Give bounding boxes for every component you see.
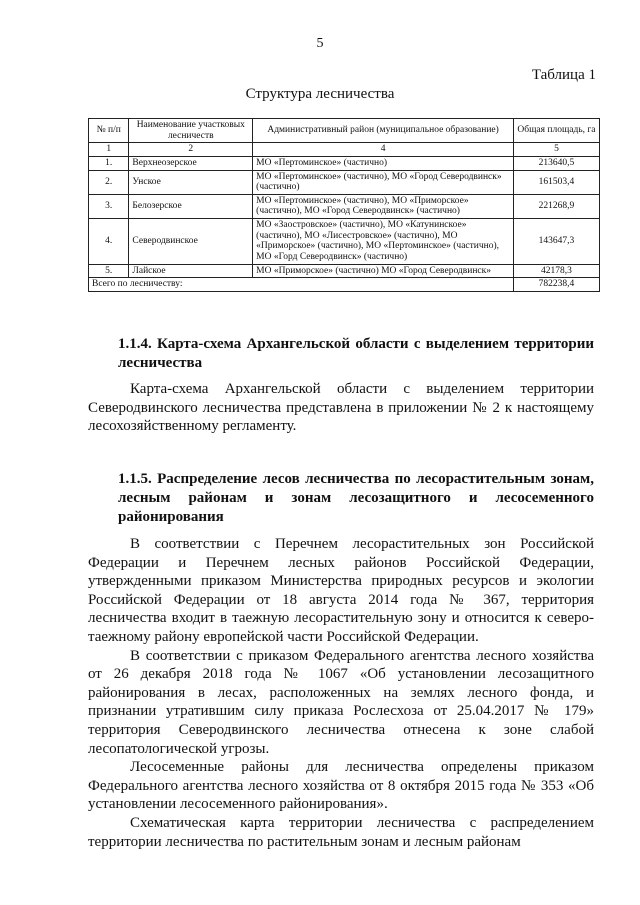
- row-name: Северодвинское: [129, 219, 253, 265]
- row-district: МО «Пертоминское» (частично): [253, 156, 514, 170]
- header-area: Общая площадь, га: [513, 119, 599, 143]
- row-district: МО «Пертоминское» (частично), МО «Город Северодвинск» (частично): [253, 170, 514, 194]
- row-num: 2.: [89, 170, 129, 194]
- header-num: № п/п: [89, 119, 129, 143]
- table-row: [89, 170, 600, 194]
- section-heading-1-1-5: 1.1.5. Распределение лесов лесничества по лесорастительным зонам, лесным районам и зонам лесозащитного и лесосеменного районирования: [118, 471, 594, 525]
- column-number: 5: [513, 143, 599, 157]
- table-total-row: [89, 278, 600, 292]
- column-number: 1: [89, 143, 129, 157]
- forestry-structure-table: [88, 118, 600, 292]
- page-number: 5: [316, 36, 324, 51]
- table-label: Таблица 1: [531, 67, 596, 83]
- row-district: МО «Приморское» (частично) МО «Город Северодвинск»: [253, 264, 514, 278]
- paragraph: В соответствии с Перечнем лесорастительных зон Российской Федерации и Перечнем лесных районов Российской Федерации, утвержденными приказом Министерства природных ресурсов и экологии Российской Федерации от 18 августа 2014 года № 367, территория лесничества входит в таежную лесорастительную зону и относится к северо-таежному району европейской части Российской Федерации.: [88, 536, 594, 645]
- table-row: [89, 219, 600, 265]
- column-number-row: [89, 143, 600, 157]
- column-number: 4: [253, 143, 514, 157]
- column-number: 2: [129, 143, 253, 157]
- total-label: Всего по лесничеству:: [89, 278, 514, 292]
- row-name: Лайское: [129, 264, 253, 278]
- header-name: Наименование участковых лесничеств: [129, 119, 253, 143]
- row-area: 221268,9: [513, 194, 599, 218]
- total-value: 782238,4: [513, 278, 599, 292]
- row-name: Унское: [129, 170, 253, 194]
- paragraph: В соответствии с приказом Федерального агентства лесного хозяйства от 26 декабря 2018 года № 1067 «Об установлении лесозащитного районирования в лесах, расположенных на землях лесного фонда, и признании утратившим силу приказа Рослесхоза от 25.04.2017 № 179» территория Северодвинского лесничества отнесена к зоне слабой лесопатологической угрозы.: [88, 647, 594, 757]
- row-num: 5.: [89, 264, 129, 278]
- section-body-1-1-5: [88, 535, 594, 851]
- row-district: МО «Пертоминское» (частично), МО «Приморское» (частично), МО «Город Северодвинск» (частично): [253, 194, 514, 218]
- row-num: 1.: [89, 156, 129, 170]
- header-district: Административный район (муниципальное образование): [253, 119, 514, 143]
- table-header-row: [89, 119, 600, 143]
- row-num: 4.: [89, 219, 129, 265]
- paragraph: Лесосеменные районы для лесничества определены приказом Федерального агентства лесного хозяйства от 8 октября 2015 года № 353 «Об установлении лесосеменного районирования».: [88, 759, 594, 813]
- row-area: 213640,5: [513, 156, 599, 170]
- row-name: Верхнеозерское: [129, 156, 253, 170]
- table-row: [89, 194, 600, 218]
- table-row: [89, 264, 600, 278]
- row-name: Белозерское: [129, 194, 253, 218]
- row-area: 42178,3: [513, 264, 599, 278]
- section-heading-1-1-4: 1.1.4. Карта-схема Архангельской области с выделением территории лесничества: [118, 336, 594, 371]
- table-title: Структура лесничества: [245, 86, 395, 102]
- paragraph: Схематическая карта территории лесничества с распределением территории лесничества по растительным зонам и лесным районам: [88, 814, 594, 850]
- row-area: 143647,3: [513, 219, 599, 265]
- table-row: [89, 156, 600, 170]
- section-paragraph-1-1-4: Карта-схема Архангельской области с выделением территории Северодвинского лесничества представлена в приложении № 2 к настоящему лесохозяйственному регламенту.: [88, 381, 594, 435]
- row-district: МО «Заостровское» (частично), МО «Катунинское» (частично), МО «Лисестровское» (частично), МО «Приморское» (частично), МО «Пертоминское» (частично), МО «Горд Северодвинск» (частично): [253, 219, 514, 265]
- row-num: 3.: [89, 194, 129, 218]
- row-area: 161503,4: [513, 170, 599, 194]
